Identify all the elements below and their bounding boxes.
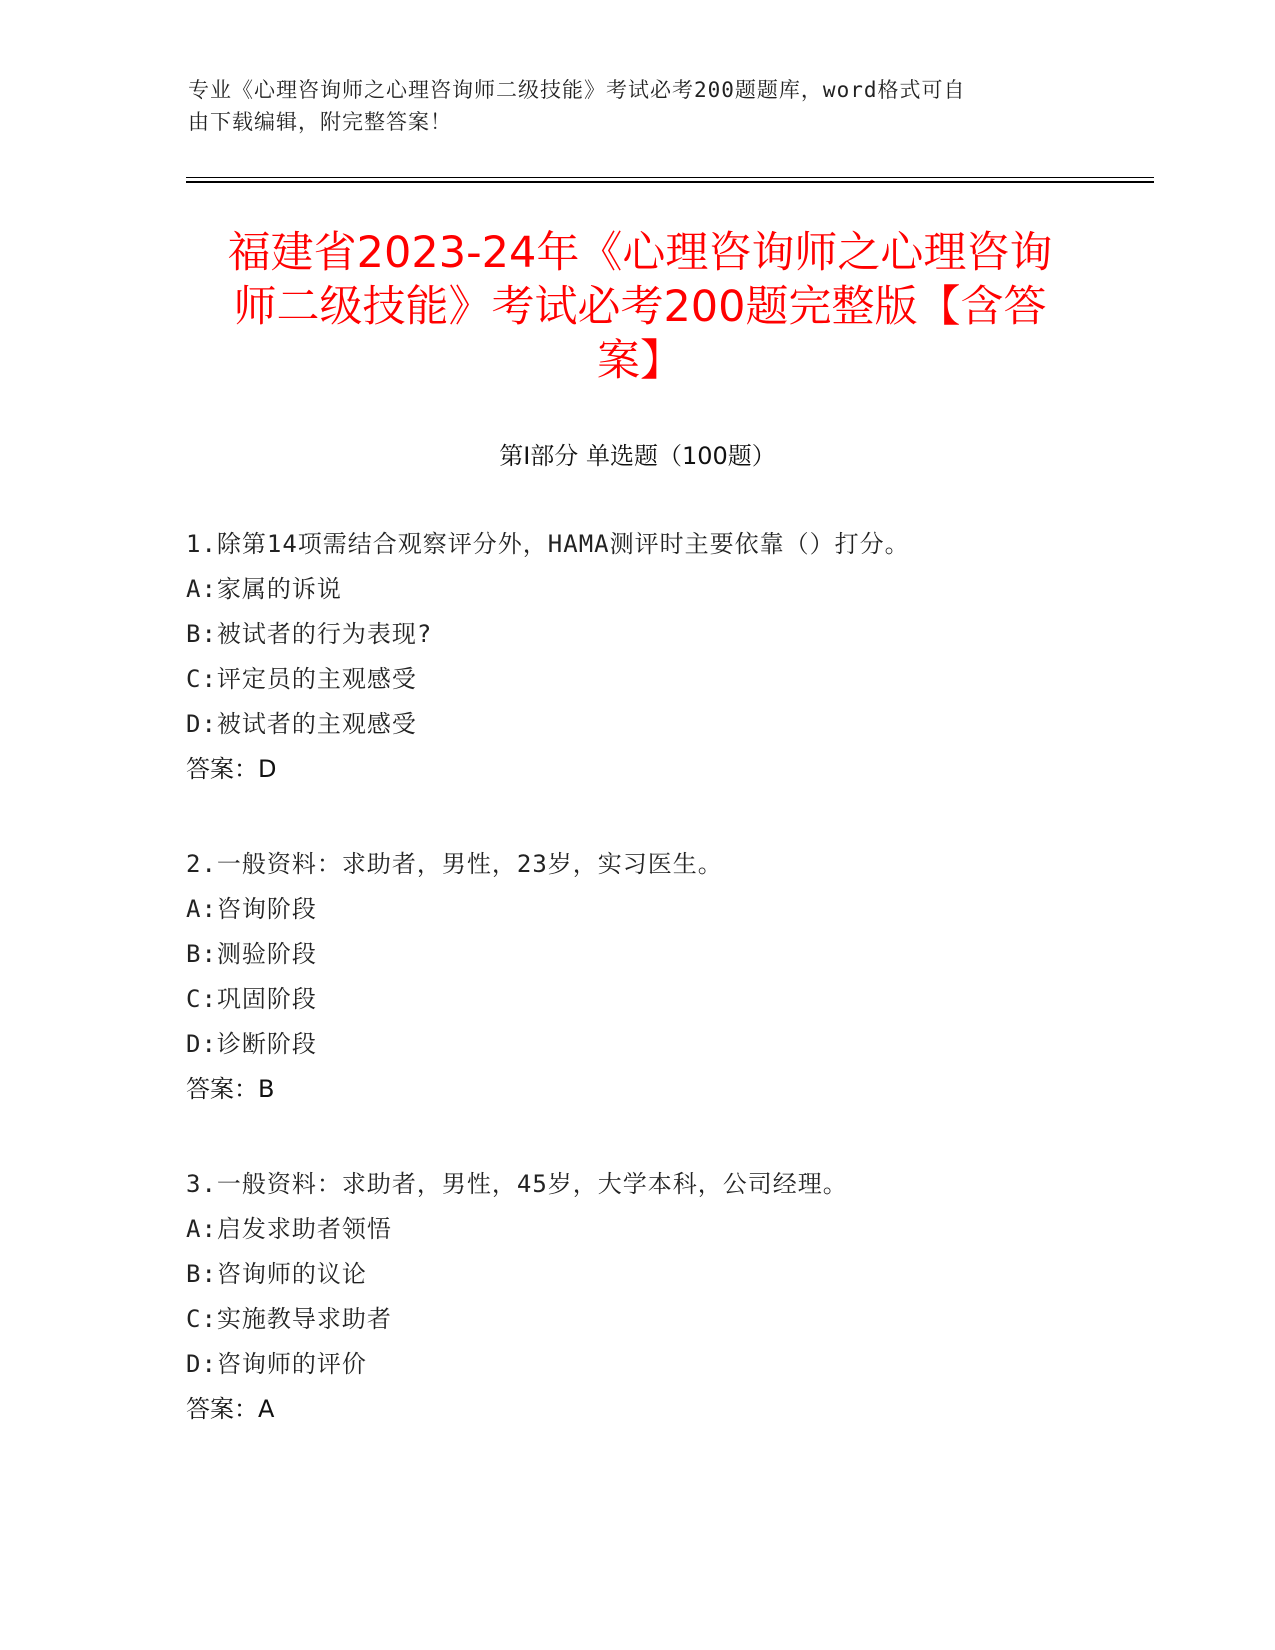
header-note xyxy=(188,74,1088,138)
option-d: D:咨询师的评价 xyxy=(186,1350,367,1378)
question-stem: 3.一般资料：求助者，男性，45岁，大学本科，公司经理。 xyxy=(186,1170,848,1198)
option-c: C:巩固阶段 xyxy=(186,985,317,1013)
option-b: B:咨询师的议论 xyxy=(186,1260,367,1288)
question-stem: 2.一般资料：求助者，男性，23岁，实习医生。 xyxy=(186,850,723,878)
option-a: A:启发求助者领悟 xyxy=(186,1215,392,1243)
option-a: A:家属的诉说 xyxy=(186,575,342,603)
header-divider-thin xyxy=(186,177,1154,178)
question-2 xyxy=(186,848,1146,1118)
option-c: C:实施教导求助者 xyxy=(186,1305,392,1333)
title-line-3: 案】 xyxy=(597,336,683,386)
option-d: D:被试者的主观感受 xyxy=(186,710,417,738)
header-note-line-1: 专业《心理咨询师之心理咨询师二级技能》考试必考200题题库，word格式可自 xyxy=(188,78,966,102)
section-heading: 第I部分 单选题（100题） xyxy=(499,442,776,470)
question-1 xyxy=(186,528,1146,798)
option-a: A:咨询阶段 xyxy=(186,895,317,923)
answer: 答案：A xyxy=(186,1395,275,1423)
option-d: D:诊断阶段 xyxy=(186,1030,317,1058)
title-line-2: 师二级技能》考试必考200题完整版【含答 xyxy=(233,282,1047,332)
option-c: C:评定员的主观感受 xyxy=(186,665,417,693)
option-b: B:被试者的行为表现? xyxy=(186,620,433,648)
header-note-line-2: 由下载编辑，附完整答案！ xyxy=(188,110,452,134)
answer: 答案：D xyxy=(186,755,277,783)
header-divider-thick xyxy=(186,181,1154,183)
document-title xyxy=(190,226,1090,388)
question-3 xyxy=(186,1168,1146,1438)
answer: 答案：B xyxy=(186,1075,275,1103)
question-stem: 1.除第14项需结合观察评分外，HAMA测评时主要依靠（）打分。 xyxy=(186,530,910,558)
title-line-1: 福建省2023-24年《心理咨询师之心理咨询 xyxy=(227,228,1053,278)
option-b: B:测验阶段 xyxy=(186,940,317,968)
